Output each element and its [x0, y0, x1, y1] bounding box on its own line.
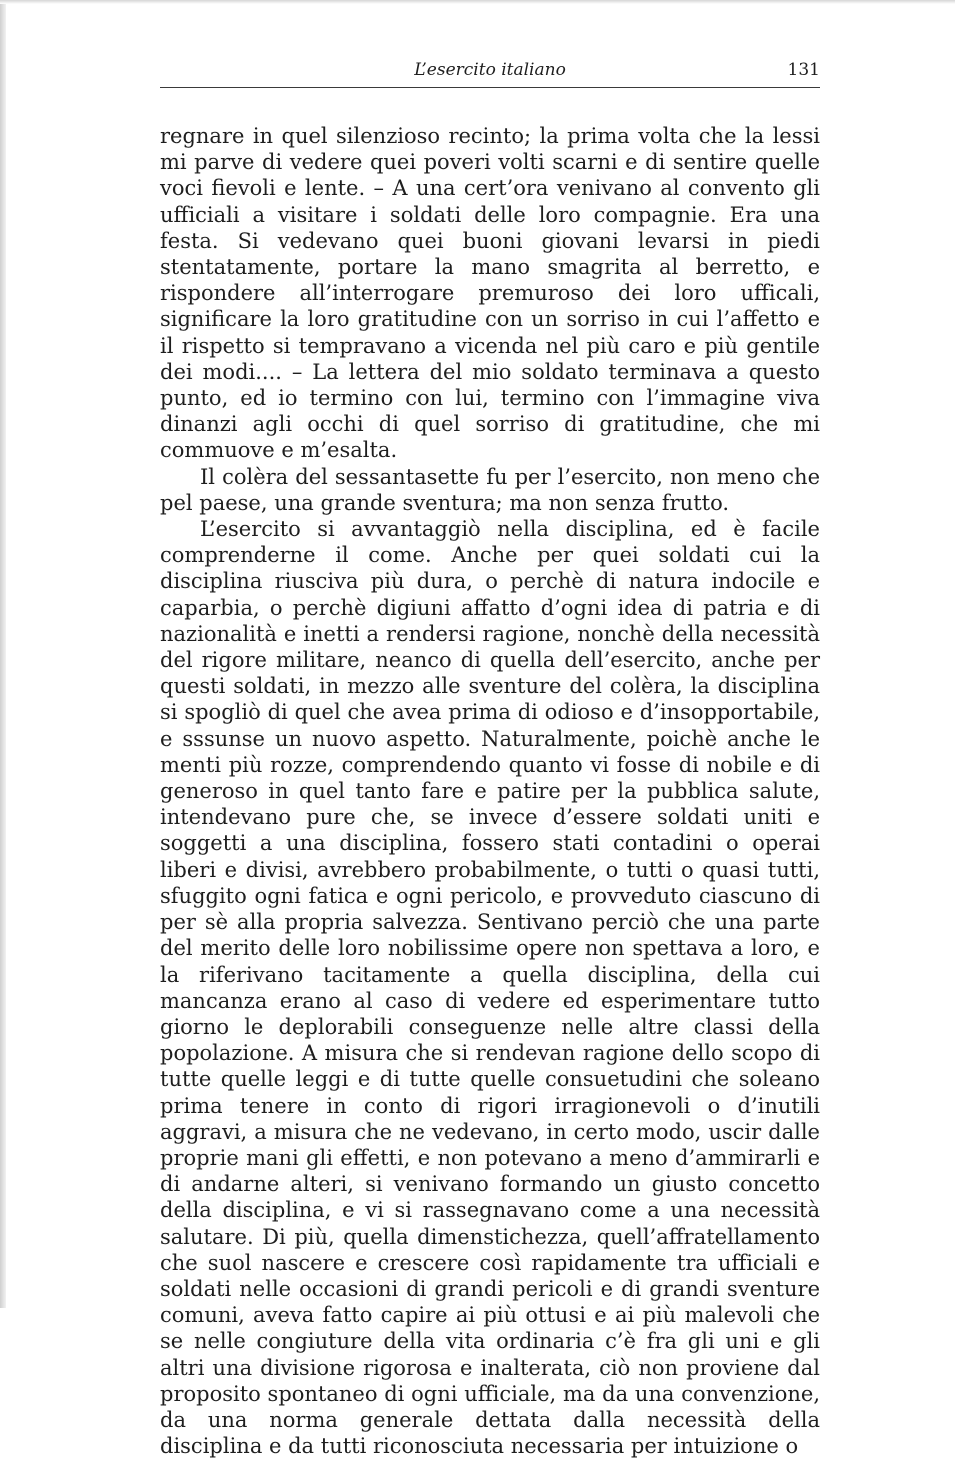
paragraph-colera: Il colèra del sessantasette fu per l’esercito, non meno che pel paese, una grande sventura; ma non senza frutto.	[160, 464, 820, 515]
paragraph-continued: regnare in quel silenzioso recinto; la prima volta che la lessi mi parve di vedere quei poveri volti scarni e di sentire quelle voci fievoli e lente. – A una cert’ora venivano al convento gli ufficiali a visitare i soldati delle loro compagnie. Era una festa. Si vedevano quei buoni giovani levarsi in piedi stentatamente, portare la mano smagrita al berretto, e rispondere all’interrogare premuroso dei loro ufficali, significare la loro gratitudine con un sorriso in cui l’affetto e il rispetto si tempravano a vicenda nel più caro e più gentile dei modi.... – La lettera del mio soldato terminava a questo punto, ed io termino con lui, termino con l’immagine viva dinanzi agli occhi di quel sorriso di gratitudine, che mi commuove e m’esalta.	[160, 124, 820, 463]
running-header	[160, 57, 820, 88]
running-title: L’esercito italiano	[414, 60, 566, 80]
page-number: 131	[787, 60, 820, 80]
paragraph-disciplina: L’esercito si avvantaggiò nella disciplina, ed è facile comprenderne il come. Anche per quei soldati cui la disciplina riusciva più dura, o perchè di natura indocile e caparbia, o perchè digiuni affatto d’ogni idea di patria e di nazionalità e inetti a rendersi ragione, nonchè della necessità del rigore militare, neanco di quella dell’esercito, anche per questi soldati, in mezzo alle sventure del colèra, la disciplina si spogliò di quel che avea prima di odioso e d’insopportabile, e sssunse un nuovo aspetto. Naturalmente, poichè anche le menti più rozze, comprendendo quanto vi fosse di nobile e di generoso in quel tanto fare e patire per la pubblica salute, intendevano pure che, se invece d’essere soldati uniti e soggetti a una disciplina, fossero stati contadini o operai liberi e divisi, avrebbero probabilmente, o tutti o quasi tutti, sfuggito ogni fatica e ogni pericolo, e provveduto ciascuno di per sè alla propria salvezza. Sentivano perciò che una parte del merito delle loro nobilissime opere non spettava a loro, e la riferivano tacitamente a quella disciplina, della cui mancanza erano al caso di vedere ed esperimentare tutto giorno le deplorabili conseguenze nelle altre classi della popolazione. A misura che si rendevan ragione dello scopo di tutte quelle leggi e di tutte quelle consuetudini che soleano prima tenere in conto di rigori irragionevoli o d’inutili aggravi, a misura che ne vedevano, in certo modo, uscir dalle proprie mani gli effetti, e non potevano a meno d’ammirarli e di andarne alteri, si venivano formando un giusto concetto della disciplina, e vi si rassegnavano come a una necessità salutare. Di più, quella dimenstichezza, quell’affratellamento che suol nascere e crescere così rapidamente tra ufficiali e soldati nelle occasioni di grandi pericoli e di grandi sventure comuni, aveva fatto capire ai più ottusi e ai più malevoli che se nelle congiuture della vita ordinaria c’è fra gli uni e gli altri una divisione rigorosa e inalterata, ciò non proviene dal proposito spontaneo di ogni ufficiale, ma da una convenzione, da una norma generale dettata dalla necessità della disciplina e da tutti riconosciuta necessaria per intuizione o	[160, 517, 820, 1459]
page-gutter-shadow	[0, 0, 6, 1308]
page-top-shadow	[0, 0, 955, 4]
body-text	[160, 123, 820, 1459]
